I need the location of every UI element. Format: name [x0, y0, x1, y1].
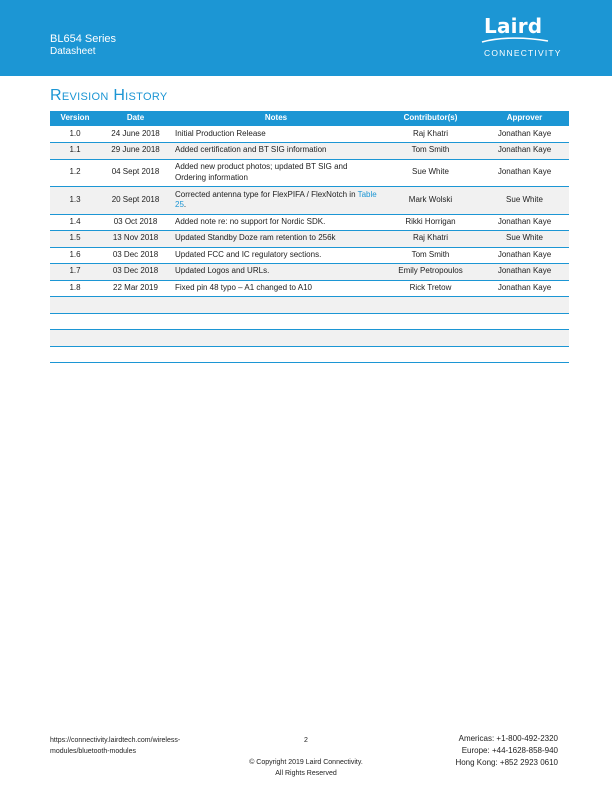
cell-version: 1.5: [50, 230, 100, 247]
contact-europe: Europe: +44-1628-858-940: [461, 746, 558, 755]
footer-url-line-2[interactable]: modules/bluetooth-modules: [50, 748, 136, 755]
table-row: [50, 280, 569, 296]
logo-wordmark: Laird: [484, 14, 543, 38]
laird-logo: [480, 14, 570, 60]
cell-contributor: Emily Petropoulos: [381, 263, 480, 280]
cell-approver: Jonathan Kaye: [480, 280, 569, 296]
column-header-version: Version: [50, 111, 100, 126]
cell-date: 20 Sept 2018: [100, 186, 171, 214]
table-row-empty: [50, 329, 569, 346]
cell-version: 1.1: [50, 142, 100, 159]
cell-notes: Added note re: no support for Nordic SDK.: [171, 214, 381, 230]
table-row: [50, 263, 569, 280]
page-header: [0, 0, 612, 76]
cell-contributor: Mark Wolski: [381, 186, 480, 214]
footer-copyright: © Copyright 2019 Laird Connectivity.: [249, 759, 363, 766]
column-header-approver: Approver: [480, 111, 569, 126]
table-row: [50, 159, 569, 186]
page-number: 2: [304, 737, 308, 744]
document-subtitle: Datasheet: [50, 46, 96, 57]
contact-americas: Americas: +1-800-492-2320: [458, 734, 558, 743]
notes-text: Corrected antenna type for FlexPIFA / FlexNotch in: [175, 189, 358, 199]
cell-notes: Fixed pin 48 typo – A1 changed to A10: [171, 280, 381, 296]
table-row-empty: [50, 346, 569, 362]
cell-approver: Jonathan Kaye: [480, 247, 569, 263]
cell-date: 22 Mar 2019: [100, 280, 171, 296]
cell-version: 1.3: [50, 186, 100, 214]
column-header-contributors: Contributor(s): [381, 111, 480, 126]
cell-notes: Updated Logos and URLs.: [171, 263, 381, 280]
cell-contributor: Raj Khatri: [381, 230, 480, 247]
column-header-date: Date: [100, 111, 171, 126]
logo-swoosh-icon: [480, 36, 550, 46]
footer-url[interactable]: [50, 735, 220, 757]
cell-approver: Jonathan Kaye: [480, 214, 569, 230]
footer-center: [226, 735, 386, 779]
cell-approver: Jonathan Kaye: [480, 263, 569, 280]
table-row-empty: [50, 313, 569, 329]
footer-url-line-1[interactable]: https://connectivity.lairdtech.com/wireless-: [50, 737, 181, 744]
notes-text-suffix: .: [183, 200, 187, 209]
contact-hong-kong: Hong Kong: +852 2923 0610: [455, 758, 558, 767]
table-row: [50, 230, 569, 247]
revision-history-table: [50, 111, 569, 363]
table-header-row: [50, 111, 569, 126]
footer-rights: All Rights Reserved: [275, 770, 337, 777]
cell-notes: Added new product photos; updated BT SIG and Ordering information: [171, 159, 381, 186]
table-row: [50, 214, 569, 230]
cell-notes: Updated FCC and IC regulatory sections.: [171, 247, 381, 263]
table-row: [50, 126, 569, 142]
cell-notes: [171, 186, 381, 214]
cell-version: 1.6: [50, 247, 100, 263]
column-header-notes: Notes: [171, 111, 381, 126]
cell-version: 1.0: [50, 126, 100, 142]
cell-contributor: Sue White: [381, 159, 480, 186]
table-25-link[interactable]: Table 25: [175, 189, 377, 209]
cell-approver: Jonathan Kaye: [480, 126, 569, 142]
section-title: Revision History: [50, 87, 168, 104]
table-row: [50, 247, 569, 263]
cell-version: 1.7: [50, 263, 100, 280]
cell-version: 1.2: [50, 159, 100, 186]
cell-approver: Jonathan Kaye: [480, 142, 569, 159]
document-title: BL654 Series: [50, 33, 117, 45]
cell-approver: Sue White: [480, 230, 569, 247]
cell-notes: Added certification and BT SIG information: [171, 142, 381, 159]
cell-contributor: Rick Tretow: [381, 280, 480, 296]
cell-approver: Jonathan Kaye: [480, 159, 569, 186]
cell-date: 03 Oct 2018: [100, 214, 171, 230]
cell-contributor: Rikki Horrigan: [381, 214, 480, 230]
cell-date: 04 Sept 2018: [100, 159, 171, 186]
logo-tagline: CONNECTIVITY: [484, 48, 562, 58]
cell-version: 1.8: [50, 280, 100, 296]
cell-date: 29 June 2018: [100, 142, 171, 159]
table-row-empty: [50, 296, 569, 313]
cell-notes: Initial Production Release: [171, 126, 381, 142]
cell-date: 13 Nov 2018: [100, 230, 171, 247]
footer-contacts: [420, 733, 558, 769]
cell-date: 03 Dec 2018: [100, 263, 171, 280]
cell-contributor: Tom Smith: [381, 247, 480, 263]
cell-contributor: Raj Khatri: [381, 126, 480, 142]
cell-date: 24 June 2018: [100, 126, 171, 142]
cell-date: 03 Dec 2018: [100, 247, 171, 263]
cell-contributor: Tom Smith: [381, 142, 480, 159]
table-row: [50, 142, 569, 159]
cell-notes: Updated Standby Doze ram retention to 256k: [171, 230, 381, 247]
cell-version: 1.4: [50, 214, 100, 230]
cell-approver: Sue White: [480, 186, 569, 214]
table-row: [50, 186, 569, 214]
